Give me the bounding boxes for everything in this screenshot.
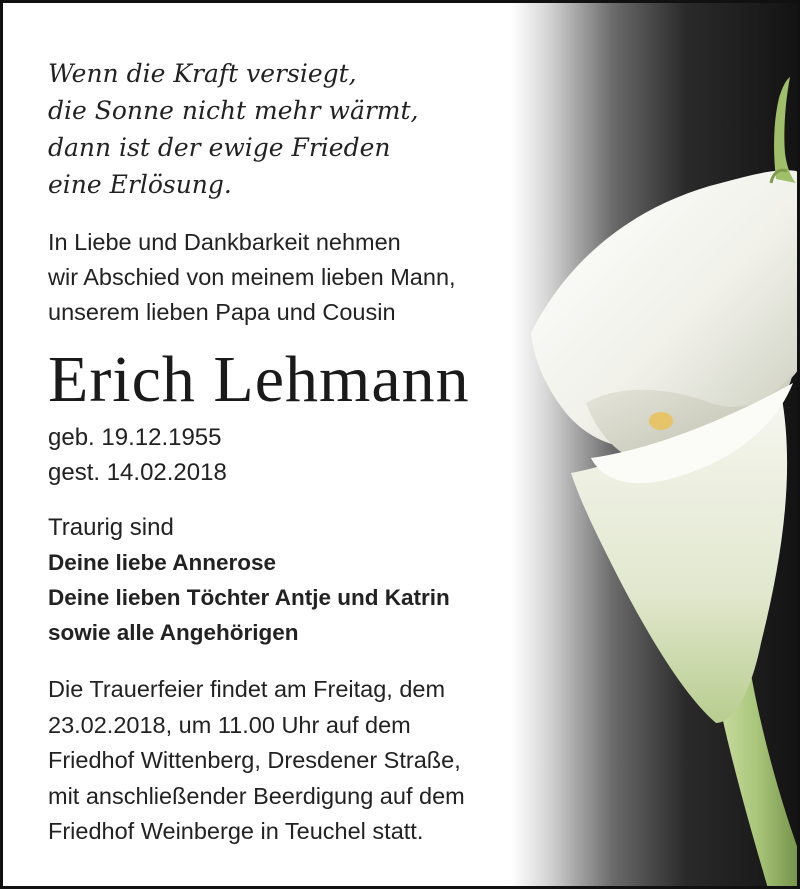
mourner-name: sowie alle Angehörigen [48,620,299,645]
intro-text [48,225,538,330]
mourners [48,510,538,650]
poem [48,55,538,203]
ceremony-line: mit anschließender Beerdigung auf dem [48,782,465,809]
mourners-heading: Traurig sind [48,514,174,541]
birth-date: geb. 19.12.1955 [48,424,222,451]
intro-line: wir Abschied von meinem lieben Mann, [48,264,456,290]
mourner-name: Deine lieben Töchter Antje und Katrin [48,585,450,610]
life-dates [48,420,538,490]
deceased-name: Erich Lehmann [48,343,470,416]
poem-line: die Sonne nicht mehr wärmt, [48,96,419,125]
ceremony-line: Friedhof Weinberge in Teuchel statt. [48,818,424,844]
death-date: gest. 14.02.2018 [48,459,227,486]
poem-line: Wenn die Kraft versiegt, [48,59,357,88]
calla-lily-photo [511,3,800,889]
mourner-name: Deine liebe Annerose [48,550,276,575]
ceremony-line: 23.02.2018, um 11.00 Uhr auf dem [48,711,411,738]
ceremony-details [48,672,538,850]
notice-text [48,55,538,850]
poem-line: dann ist der ewige Frieden [48,133,391,162]
intro-line: In Liebe und Dankbarkeit nehmen [48,229,401,255]
ceremony-line: Die Trauerfeier findet am Freitag, dem [48,676,446,702]
ceremony-line: Friedhof Wittenberg, Dresdener Straße, [48,747,461,773]
intro-line: unserem lieben Papa und Cousin [48,299,396,325]
poem-line: eine Erlösung. [48,170,232,199]
